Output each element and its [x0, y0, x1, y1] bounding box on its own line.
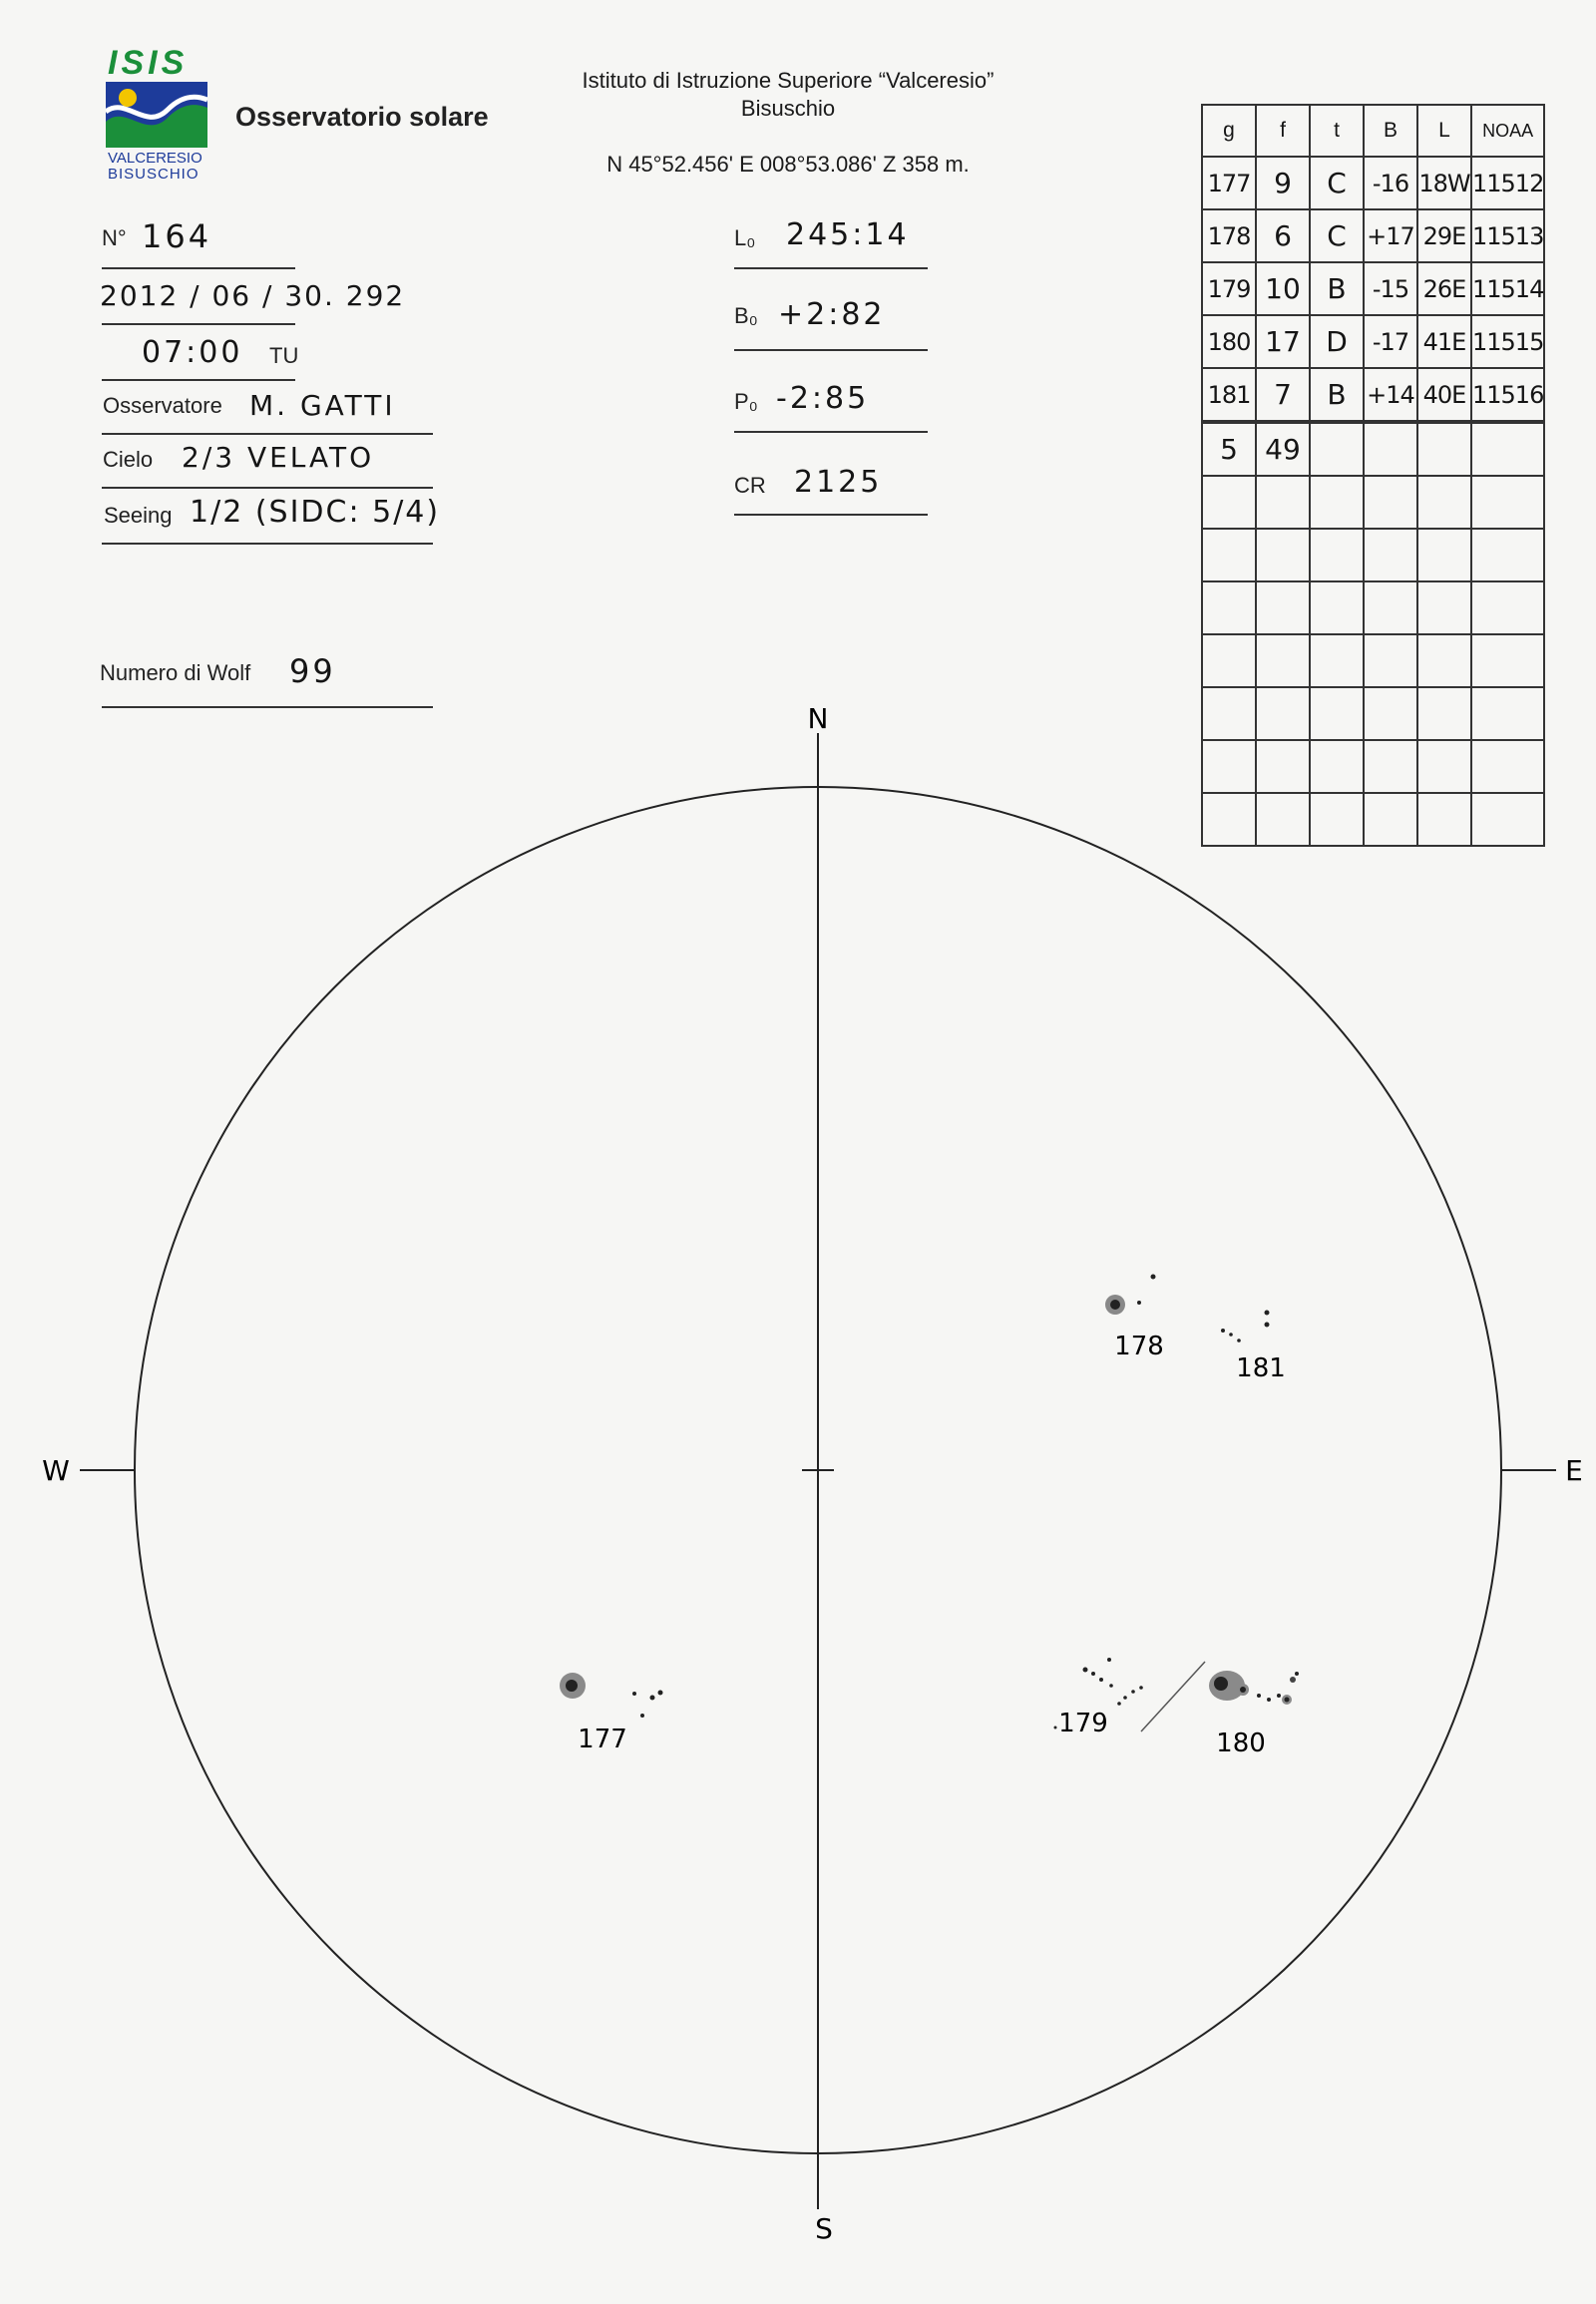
time-unit: TU: [269, 343, 299, 368]
umbra: [1240, 1687, 1246, 1693]
column-header: t: [1310, 105, 1364, 157]
column-header: f: [1256, 105, 1310, 157]
pore: [1137, 1301, 1141, 1305]
table-cell: C: [1310, 209, 1364, 262]
group-label-177: 177: [578, 1725, 627, 1754]
pore: [1117, 1702, 1121, 1706]
north-label: N: [807, 702, 829, 735]
wolf-number-label: Numero di Wolf: [100, 660, 251, 685]
umbra: [1285, 1698, 1290, 1703]
pore: [1099, 1678, 1103, 1682]
seeing-label: Seeing: [104, 503, 173, 528]
table-cell: 6: [1256, 209, 1310, 262]
l0-label: L₀: [734, 225, 756, 250]
institute-name: Istituto di Istruzione Superiore “Valceresio”: [582, 68, 995, 93]
umbra: [1214, 1677, 1228, 1691]
cr-label: CR: [734, 473, 766, 498]
column-header: NOAA: [1471, 105, 1544, 157]
table-cell: 11513: [1471, 209, 1544, 262]
column-header: B: [1364, 105, 1417, 157]
table-cell: 11514: [1471, 262, 1544, 315]
sunspot-group-180: [1209, 1671, 1299, 1705]
umbra: [566, 1680, 578, 1692]
table-cell: 18W: [1417, 157, 1471, 209]
total-groups: 5: [1202, 422, 1256, 476]
wolf-number: 99: [289, 652, 336, 690]
sunspot-group-181: [1221, 1311, 1270, 1343]
pore: [1083, 1668, 1088, 1673]
seeing-value: 1/2 (SIDC: 5/4): [190, 495, 441, 530]
table-cell: 11515: [1471, 315, 1544, 368]
south-label: S: [815, 2212, 833, 2245]
pore: [1277, 1694, 1281, 1698]
table-cell: -17: [1364, 315, 1417, 368]
column-header: g: [1202, 105, 1256, 157]
l0-value: 245:14: [786, 217, 910, 252]
sunspot-group-177: [560, 1673, 663, 1718]
table-cell: B: [1310, 368, 1364, 422]
table-cell: 11516: [1471, 368, 1544, 422]
pore: [1221, 1329, 1225, 1333]
sky-condition: 2/3 VELATO: [182, 441, 375, 474]
table-cell: 7: [1256, 368, 1310, 422]
table-cell: 180: [1202, 315, 1256, 368]
pore: [650, 1696, 655, 1701]
table-cell: 9: [1256, 157, 1310, 209]
east-label: E: [1565, 1454, 1583, 1487]
pore: [658, 1691, 663, 1696]
table-cell: -16: [1364, 157, 1417, 209]
pore: [1295, 1672, 1299, 1676]
b0-label: B₀: [734, 303, 758, 328]
observer-name: M. GATTI: [249, 389, 396, 422]
pore: [1290, 1677, 1296, 1683]
table-cell: +17: [1364, 209, 1417, 262]
observation-date: 2012 / 06 / 30. 292: [100, 279, 406, 312]
p0-label: P₀: [734, 389, 758, 414]
table-cell: 181: [1202, 368, 1256, 422]
pore: [1237, 1339, 1241, 1343]
table-cell: 17: [1256, 315, 1310, 368]
table-cell: 11512: [1471, 157, 1544, 209]
pore: [640, 1714, 644, 1718]
group-separator-line: [1141, 1662, 1205, 1731]
number-label: N°: [102, 225, 127, 250]
group-label-179: 179: [1058, 1709, 1108, 1738]
table-cell: 179: [1202, 262, 1256, 315]
pore: [1257, 1694, 1261, 1698]
pore: [1091, 1672, 1095, 1676]
observation-number: 164: [142, 217, 212, 255]
column-header: L: [1417, 105, 1471, 157]
table-cell: 40E: [1417, 368, 1471, 422]
pore: [1054, 1727, 1057, 1729]
b0-value: +2:82: [778, 297, 886, 332]
observation-time: 07:00: [142, 335, 243, 370]
west-label: W: [42, 1454, 70, 1487]
p0-value: -2:85: [776, 381, 870, 416]
group-label-181: 181: [1236, 1353, 1286, 1383]
table-cell: C: [1310, 157, 1364, 209]
total-spots: 49: [1256, 422, 1310, 476]
pore: [1267, 1698, 1271, 1702]
table-cell: 178: [1202, 209, 1256, 262]
logo-wordmark: ISIS: [108, 44, 189, 82]
logo-subtitle-2: BISUSCHIO: [108, 166, 200, 183]
table-cell: -15: [1364, 262, 1417, 315]
observatory-coordinates: N 45°52.456' E 008°53.086' Z 358 m.: [606, 152, 970, 177]
pore: [1265, 1323, 1270, 1328]
sky-label: Cielo: [103, 447, 154, 472]
table-cell: 10: [1256, 262, 1310, 315]
umbra: [1110, 1300, 1120, 1310]
table-cell: 26E: [1417, 262, 1471, 315]
group-label-180: 180: [1216, 1728, 1266, 1758]
pore: [632, 1692, 636, 1696]
table-cell: 29E: [1417, 209, 1471, 262]
pore: [1131, 1690, 1135, 1694]
observer-label: Osservatore: [103, 393, 222, 418]
institute-town: Bisuschio: [740, 96, 836, 121]
pore: [1123, 1696, 1127, 1700]
pore: [1107, 1658, 1111, 1662]
pore: [1151, 1275, 1156, 1280]
pore: [1265, 1311, 1270, 1316]
table-cell: +14: [1364, 368, 1417, 422]
carrington-rotation: 2125: [794, 465, 883, 500]
pore: [1109, 1684, 1113, 1688]
table-cell: 177: [1202, 157, 1256, 209]
sunspot-group-178: [1105, 1275, 1156, 1316]
table-cell: B: [1310, 262, 1364, 315]
pore: [1139, 1686, 1143, 1690]
pore: [1229, 1333, 1233, 1337]
table-cell: D: [1310, 315, 1364, 368]
group-label-178: 178: [1114, 1332, 1164, 1361]
logo-subtitle-1: VALCERESIO: [108, 150, 202, 167]
table-cell: 41E: [1417, 315, 1471, 368]
observatory-title: Osservatorio solare: [235, 102, 489, 132]
